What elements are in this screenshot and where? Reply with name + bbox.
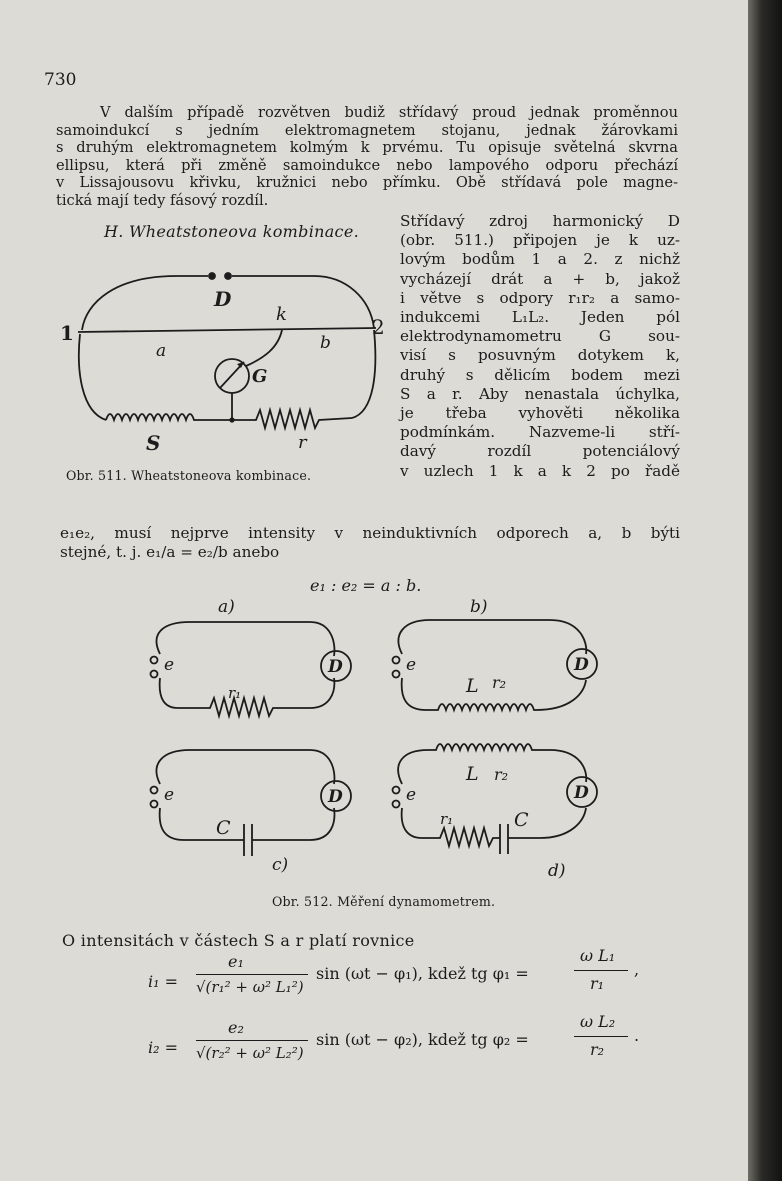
text-line: visí s posuvným dotykem k, xyxy=(400,346,680,365)
equation-i1 xyxy=(140,946,660,1012)
label-node1: 1 xyxy=(60,321,74,345)
label-contact: k xyxy=(276,304,287,325)
eq1-denominator: √(r₁² + ω² L₁²) xyxy=(196,978,304,996)
label-resistor: r xyxy=(298,432,307,453)
eq1-lhs: i₁ = xyxy=(148,972,179,991)
text-line: v uzlech 1 k a k 2 po řadě xyxy=(400,461,680,480)
text-line: s druhým elektromagnetem kolmým k prvému. Tu opisuje světelná skvrna xyxy=(56,139,678,157)
text-line: vycházejí drát a + b, jakož xyxy=(400,269,680,288)
ratio-formula: e₁ : e₂ = a : b. xyxy=(310,576,422,595)
eq2-tan-denominator: r₂ xyxy=(590,1040,605,1059)
eq2-tan-bar xyxy=(574,1036,628,1037)
panel-a-circuit xyxy=(151,622,352,716)
text-line: podmínkám. Nazveme-li stří- xyxy=(400,423,680,442)
figure-511-diagram xyxy=(56,262,386,462)
label-resistor2: r₂ xyxy=(494,765,509,784)
label-emf: e xyxy=(406,655,417,675)
slide-wire xyxy=(78,328,376,332)
label-resistor: r₁ xyxy=(228,684,242,702)
source-terminal xyxy=(225,273,231,279)
label-emf: e xyxy=(164,785,175,805)
text-line: (obr. 511.) připojen je k uz- xyxy=(400,231,680,250)
source-terminal xyxy=(209,273,215,279)
eq2-denominator: √(r₂² + ω² L₂²) xyxy=(196,1044,304,1062)
figure-512-diagram xyxy=(140,594,610,880)
eq2-fraction-bar xyxy=(196,1040,308,1041)
inductor-coil xyxy=(106,414,232,420)
book-binding xyxy=(748,0,782,1181)
label-capacitor: C xyxy=(216,817,231,839)
text-line: i větve s odpory r₁r₂ a samo- xyxy=(400,288,680,307)
equations-intro: O intensitách v částech S a r platí rovnice xyxy=(62,931,415,950)
text-line: Střídavý zdroj harmonický D xyxy=(400,212,680,230)
full-width-text xyxy=(60,524,680,563)
label-wire-b: b xyxy=(320,333,331,353)
slide-contact xyxy=(246,330,282,366)
text-line: samoindukcí s jedním elektromagnetem stojanu, jednak žárovkami xyxy=(56,121,678,139)
side-text xyxy=(400,212,680,481)
text-line: v Lissajousovu křivku, kružnici nebo přímku. Obě střídavá pole magne- xyxy=(56,174,678,192)
text-line: V dalším případě rozvětven budiž střídavý proud jednak proměnnou xyxy=(100,104,678,121)
label-meter: D xyxy=(574,783,589,803)
panel-a-label: a) xyxy=(218,597,235,617)
label-inductance: L xyxy=(466,675,479,697)
text-line: indukcemi L₁L₂. Jeden pól xyxy=(400,308,680,327)
panel-d-circuit xyxy=(393,744,598,854)
text-line: je třeba vyhověti několika xyxy=(400,404,680,423)
text-line: lovým bodům 1 a 2. z nichž xyxy=(400,250,680,269)
label-wire-a: a xyxy=(156,341,167,361)
eq1-tan-bar xyxy=(574,970,628,971)
label-resistor2: r₂ xyxy=(492,673,507,692)
page-number: 730 xyxy=(44,70,77,90)
eq1-tan-numerator: ω L₁ xyxy=(580,946,616,965)
eq1-fraction-bar xyxy=(196,974,308,975)
left-branch xyxy=(79,334,106,420)
eq2-sin: sin (ωt − φ₂), kdež tg φ₂ = xyxy=(316,1030,529,1049)
eq1-tan-denominator: r₁ xyxy=(590,974,605,993)
label-emf: e xyxy=(164,655,175,675)
label-node2: 2 xyxy=(372,315,385,339)
label-meter: G xyxy=(252,366,268,387)
section-heading: H. Wheatstoneova kombinace. xyxy=(104,222,359,241)
eq2-tan-numerator: ω L₂ xyxy=(580,1012,616,1031)
right-branch xyxy=(352,330,375,418)
label-emf: e xyxy=(406,785,417,805)
label-inductor: S xyxy=(146,431,161,455)
panel-b-circuit xyxy=(393,620,598,710)
text-line: S a r. Aby nenastala úchylka, xyxy=(400,384,680,403)
text-line: tická mají tedy fásový rozdíl. xyxy=(56,191,269,209)
eq1-end: , xyxy=(634,960,640,979)
figure-511-caption: Obr. 511. Wheatstoneova kombinace. xyxy=(66,468,312,483)
text-line: ellipsu, která při změně samoindukce nebo lampového odporu přechází xyxy=(56,156,678,174)
text-line: e₁e₂, musí nejprve intensity v neinduktivních odporech a, b býti xyxy=(60,524,680,542)
label-meter: D xyxy=(574,655,589,675)
label-capacitor: C xyxy=(514,809,529,831)
resistor-zigzag xyxy=(232,410,352,428)
eq2-lhs: i₂ = xyxy=(148,1038,179,1057)
equation-i2 xyxy=(140,1012,660,1078)
text-line: davý rozdíl potenciálový xyxy=(400,442,680,461)
eq1-numerator: e₁ xyxy=(228,952,244,971)
panel-c-label: c) xyxy=(272,855,289,875)
eq2-end: . xyxy=(634,1026,640,1045)
label-resistor: r₁ xyxy=(440,810,454,828)
panel-b-label: b) xyxy=(470,597,488,617)
eq2-numerator: e₂ xyxy=(228,1018,244,1037)
outer-wire xyxy=(82,276,208,330)
text-line: elektrodynamometru G sou- xyxy=(400,327,680,346)
panel-c-circuit xyxy=(151,750,352,856)
figure-512-caption: Obr. 512. Měření dynamometrem. xyxy=(272,894,496,909)
intro-paragraph xyxy=(56,104,678,210)
label-meter: D xyxy=(328,787,343,807)
eq1-sin: sin (ωt − φ₁), kdež tg φ₁ = xyxy=(316,964,529,983)
text-line: druhý s dělicím bodem mezi xyxy=(400,365,680,384)
panel-d-label: d) xyxy=(548,861,566,881)
label-source: D xyxy=(214,287,232,311)
label-meter: D xyxy=(328,657,343,677)
label-inductance: L xyxy=(466,763,479,785)
text-line: stejné, t. j. e₁/a = e₂/b anebo xyxy=(60,543,280,562)
